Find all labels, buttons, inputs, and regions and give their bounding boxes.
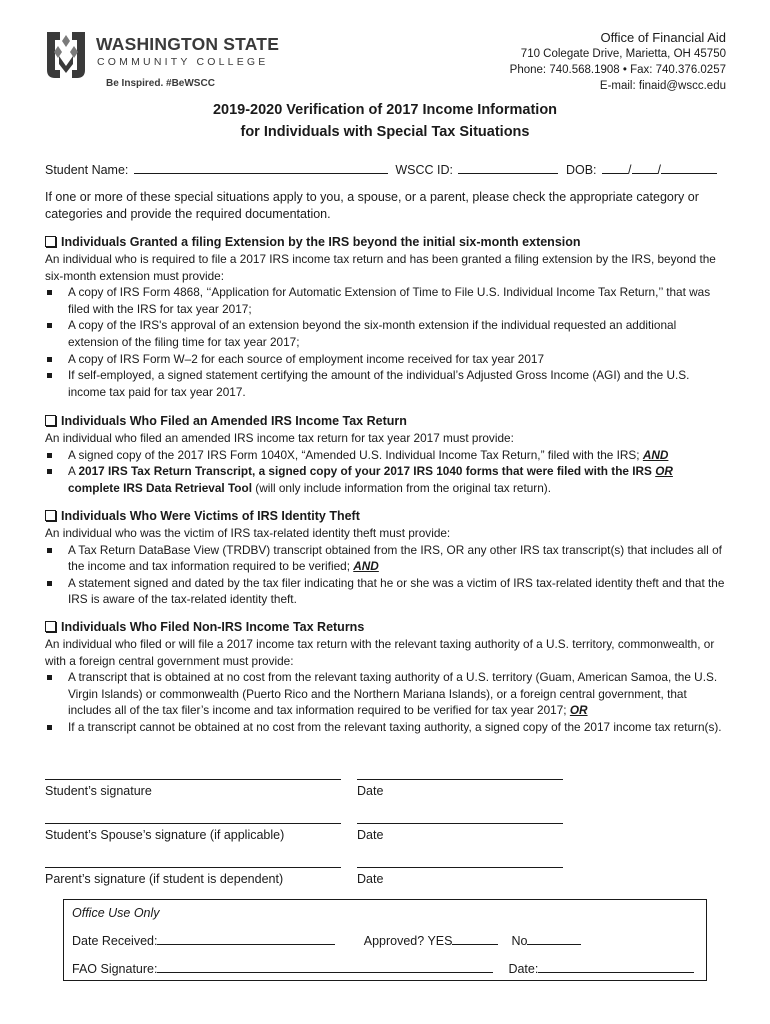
section-heading <box>45 233 725 251</box>
parent-signature-line[interactable] <box>45 867 341 868</box>
wscc-id-label: WSCC ID: <box>395 163 453 177</box>
student-name-label: Student Name: <box>45 163 129 177</box>
list-item <box>45 669 725 719</box>
student-date-line[interactable] <box>357 779 563 780</box>
college-name: WASHINGTON STATE <box>96 34 280 54</box>
list-item: A statement signed and dated by the tax filer indicating that he or she was a victim of IRS tax-related identity theft and that the IRS is aware of the tax-related identity theft. <box>45 575 725 608</box>
approved-no-label: No <box>511 934 528 948</box>
intro-text: If one or more of these special situations apply to you, a spouse, or a parent, please check the appropriate category or categories and provide the required documentation. <box>45 190 699 221</box>
date-received-label: Date Received: <box>72 934 158 948</box>
section-lead: An individual who filed or will file a 2017 income tax return with the relevant taxing authority of a U.S. territory, commonwealth, or with a foreign central government must provide: <box>45 637 715 668</box>
item-conjunction: AND <box>353 559 379 574</box>
spouse-date-label: Date <box>357 828 384 842</box>
wscc-emblem-icon <box>44 26 88 82</box>
student-info-row <box>45 161 721 177</box>
list-item: A copy of the IRS's approval of an extension beyond the six-month extension if the individual requested an additional extension of the filing time for tax year 2017; <box>45 317 725 350</box>
spouse-date-line[interactable] <box>357 823 563 824</box>
approved-no-field[interactable] <box>527 932 581 945</box>
section-heading <box>45 618 725 636</box>
list-item: If a transcript cannot be obtained at no cost from the relevant taxing authority, a signed copy of the 2017 income tax return(s). <box>45 719 725 736</box>
section-heading-text: Individuals Who Were Victims of IRS Identity Theft <box>61 509 360 523</box>
item-bold-text: 2017 IRS Tax Return Transcript, a signed copy of your 2017 IRS 1040 forms that were filed with the IRS <box>78 464 656 479</box>
item-text: A <box>68 464 79 479</box>
section-lead: An individual who is required to file a 2017 IRS income tax return and has been granted a filing extension by the IRS, beyond the six-month extension must provide: <box>45 252 716 283</box>
office-phone-fax: Phone: 740.568.1908 • Fax: 740.376.0257 <box>509 64 726 76</box>
section-lead: An individual who filed an amended IRS income tax return for tax year 2017 must provide: <box>45 431 514 445</box>
office-email: E-mail: finaid@wscc.edu <box>599 80 726 92</box>
item-conjunction: OR <box>655 464 673 479</box>
checkbox[interactable] <box>45 621 56 632</box>
checkbox[interactable] <box>45 415 56 426</box>
college-logo <box>44 26 284 94</box>
fao-signature-field[interactable] <box>157 960 493 973</box>
office-use-row-2 <box>72 960 694 976</box>
list-item: A copy of IRS Form W–2 for each source of employment income received for tax year 2017 <box>45 351 725 368</box>
dob-day-field[interactable] <box>632 161 658 174</box>
item-text: A transcript that is obtained at no cost from the relevant taxing authority of a U.S. territory (Guam, American Samoa, the U.S. Virgin Islands) or commonwealth (Puerto Rico and the Northern Mariana Islands), or a foreign central government, that includes all of the tax filer’s income and tax information required to be verified for tax year 2017; <box>68 670 718 718</box>
section-heading-text: Individuals Granted a filing Extension by the IRS beyond the initial six-month extension <box>61 235 581 249</box>
dob-separator: / <box>657 163 661 177</box>
dob-separator: / <box>628 163 632 177</box>
item-text: A Tax Return DataBase View (TRDBV) transcript obtained from the IRS, OR any other IRS tax transcript(s) that includes all of the income and tax information required to be verified; <box>68 542 722 574</box>
parent-date-label: Date <box>357 872 384 886</box>
office-use-title: Office Use Only <box>72 906 160 920</box>
student-date-label: Date <box>357 784 384 798</box>
dob-year-field[interactable] <box>661 161 717 174</box>
approved-yes-label: Approved? YES <box>363 934 453 948</box>
office-title: Office of Financial Aid <box>600 30 726 45</box>
fao-date-label: Date: <box>508 962 539 976</box>
section-identity-theft <box>45 507 725 608</box>
student-signature-line[interactable] <box>45 779 341 780</box>
section-heading-text: Individuals Who Filed an Amended IRS Income Tax Return <box>61 414 407 428</box>
dob-label: DOB: <box>565 163 597 177</box>
item-bold-text: complete IRS Data Retrieval Tool <box>68 480 252 495</box>
checkbox[interactable] <box>45 236 56 247</box>
section-heading-text: Individuals Who Filed Non-IRS Income Tax Returns <box>61 620 365 634</box>
section-heading <box>45 507 725 525</box>
office-use-box <box>63 899 707 981</box>
section-heading <box>45 412 725 430</box>
section-non-irs-returns <box>45 618 725 736</box>
checkbox[interactable] <box>45 510 56 521</box>
spouse-signature-line[interactable] <box>45 823 341 824</box>
item-text: A signed copy of the 2017 IRS Form 1040X, “Amended U.S. Individual Income Tax Return,” filed with the IRS; <box>68 447 643 462</box>
student-signature-label: Student’s signature <box>45 784 152 798</box>
student-name-field[interactable] <box>134 161 388 174</box>
college-subtitle: COMMUNITY COLLEGE <box>97 56 269 68</box>
form-title-line-1: 2019-2020 Verification of 2017 Income Information <box>212 102 558 118</box>
list-item <box>45 463 725 496</box>
section-filing-extension <box>45 233 725 400</box>
parent-date-line[interactable] <box>357 867 563 868</box>
office-use-row-1 <box>72 932 581 948</box>
item-conjunction: AND <box>642 447 669 462</box>
college-tagline: Be Inspired. #BeWSCC <box>106 78 215 89</box>
form-title-line-2: for Individuals with Special Tax Situations <box>240 124 530 140</box>
list-item: A copy of IRS Form 4868, ‘‘Application for Automatic Extension of Time to File U.S. Individual Income Tax Return,’’ that was filed with the IRS for tax year 2017; <box>45 284 725 317</box>
spouse-signature-label: Student’s Spouse’s signature (if applicable) <box>45 828 285 842</box>
date-received-field[interactable] <box>157 932 335 945</box>
item-conjunction: OR <box>569 703 588 718</box>
item-text: (will only include information from the original tax return). <box>252 480 551 495</box>
section-amended-return <box>45 412 725 496</box>
wscc-id-field[interactable] <box>458 161 558 174</box>
list-item <box>45 542 725 575</box>
section-lead: An individual who was the victim of IRS tax-related identity theft must provide: <box>45 526 451 540</box>
parent-signature-label: Parent’s signature (if student is dependent) <box>45 872 284 886</box>
list-item: If self-employed, a signed statement certifying the amount of the individual’s Adjusted Gross Income (AGI) and the U.S. income tax paid for tax year 2017. <box>45 367 725 400</box>
office-address: 710 Colegate Drive, Marietta, OH 45750 <box>520 48 726 60</box>
dob-month-field[interactable] <box>602 161 628 174</box>
fao-date-field[interactable] <box>538 960 694 973</box>
approved-yes-field[interactable] <box>452 932 498 945</box>
list-item <box>45 447 725 464</box>
fao-signature-label: FAO Signature: <box>72 962 158 976</box>
office-contact-block <box>510 30 726 94</box>
